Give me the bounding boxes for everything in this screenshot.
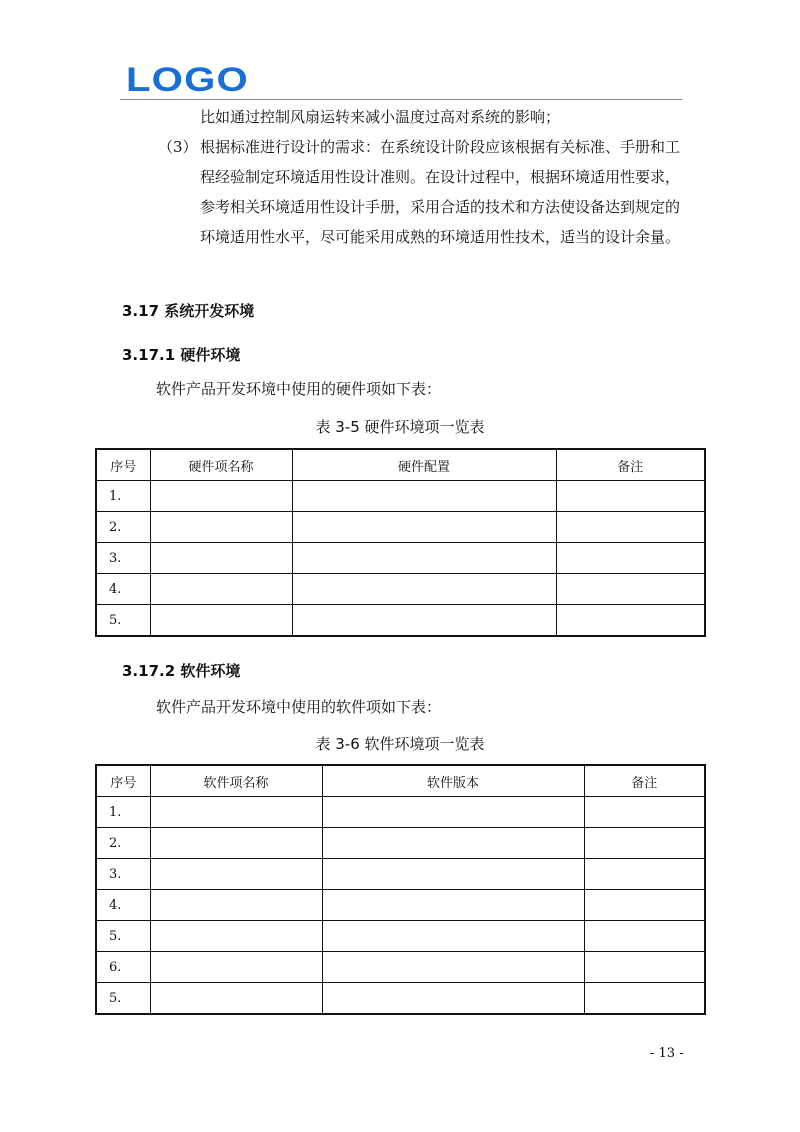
column-header-name: 软件项名称 — [150, 765, 322, 797]
table-cell — [584, 828, 705, 859]
table-cell — [150, 574, 292, 605]
row-index: 1. — [96, 481, 150, 512]
column-header-index: 序号 — [96, 449, 150, 481]
column-header-config: 硬件配置 — [292, 449, 556, 481]
table-cell — [322, 890, 584, 921]
paragraph-continuation: 比如通过控制风扇运转来减小温度过高对系统的影响； — [200, 108, 561, 126]
table-row — [96, 797, 705, 828]
table-header-row — [96, 765, 705, 797]
row-index: 3. — [96, 543, 150, 574]
row-index: 2. — [96, 512, 150, 543]
table-row — [96, 859, 705, 890]
table-row — [96, 512, 705, 543]
list-item-text: 根据标准进行设计的需求：在系统设计阶段应该根据有关标准、手册和工程经验制定环境适用性设计准则。在设计过程中，根据环境适用性要求，参考相关环境适用性设计手册，采用合适的技术和方法使设备达到规定的环境适用性水平，尽可能采用成熟的环境适用性技术，适当的设计余量。 — [200, 138, 681, 246]
table-row — [96, 481, 705, 512]
table-cell — [150, 797, 322, 828]
row-index: 4. — [96, 574, 150, 605]
table-cell — [322, 859, 584, 890]
table-cell — [292, 574, 556, 605]
table-cell — [150, 605, 292, 637]
software-table-caption: 表 3-6 软件环境项一览表 — [315, 735, 485, 753]
table-cell — [292, 605, 556, 637]
table-cell — [150, 952, 322, 983]
table-cell — [556, 543, 705, 574]
header-divider — [120, 99, 682, 100]
column-header-name: 硬件项名称 — [150, 449, 292, 481]
table-cell — [292, 543, 556, 574]
table-cell — [556, 605, 705, 637]
row-index: 4. — [96, 890, 150, 921]
hardware-table-caption: 表 3-5 硬件环境项一览表 — [315, 418, 485, 436]
table-row — [96, 952, 705, 983]
table-cell — [150, 921, 322, 952]
page-number: - 13 - — [650, 1046, 684, 1061]
table-cell — [584, 952, 705, 983]
hardware-table — [95, 448, 706, 637]
table-row — [96, 543, 705, 574]
table-row — [96, 983, 705, 1015]
column-header-remarks: 备注 — [584, 765, 705, 797]
table-cell — [150, 512, 292, 543]
column-header-index: 序号 — [96, 765, 150, 797]
row-index: 3. — [96, 859, 150, 890]
table-row — [96, 828, 705, 859]
row-index: 5. — [96, 605, 150, 637]
subsection-heading-software: 3.17.2 软件环境 — [122, 662, 241, 680]
table-cell — [584, 890, 705, 921]
table-cell — [584, 921, 705, 952]
row-index: 1. — [96, 797, 150, 828]
table-cell — [150, 983, 322, 1015]
table-cell — [322, 828, 584, 859]
list-item-number: （3） — [158, 138, 198, 156]
section-heading: 3.17 系统开发环境 — [122, 302, 255, 320]
subsection-heading-hardware: 3.17.1 硬件环境 — [122, 346, 241, 364]
table-row — [96, 921, 705, 952]
table-cell — [584, 859, 705, 890]
table-cell — [322, 921, 584, 952]
column-header-remarks: 备注 — [556, 449, 705, 481]
table-cell — [584, 797, 705, 828]
hardware-intro: 软件产品开发环境中使用的硬件项如下表： — [156, 380, 442, 398]
table-cell — [150, 890, 322, 921]
table-cell — [150, 828, 322, 859]
table-row — [96, 605, 705, 637]
table-row — [96, 574, 705, 605]
table-cell — [292, 512, 556, 543]
table-cell — [322, 952, 584, 983]
row-index: 5. — [96, 921, 150, 952]
table-header-row — [96, 449, 705, 481]
column-header-version: 软件版本 — [322, 765, 584, 797]
row-index: 6. — [96, 952, 150, 983]
table-cell — [150, 481, 292, 512]
table-cell — [556, 512, 705, 543]
software-intro: 软件产品开发环境中使用的软件项如下表： — [156, 698, 442, 716]
table-cell — [322, 797, 584, 828]
row-index: 5. — [96, 983, 150, 1015]
logo: LOGO — [126, 61, 249, 99]
table-row — [96, 890, 705, 921]
table-cell — [556, 481, 705, 512]
table-cell — [292, 481, 556, 512]
software-table — [95, 764, 706, 1015]
row-index: 2. — [96, 828, 150, 859]
table-cell — [150, 543, 292, 574]
table-cell — [584, 983, 705, 1015]
table-cell — [556, 574, 705, 605]
table-cell — [150, 859, 322, 890]
table-cell — [322, 983, 584, 1015]
